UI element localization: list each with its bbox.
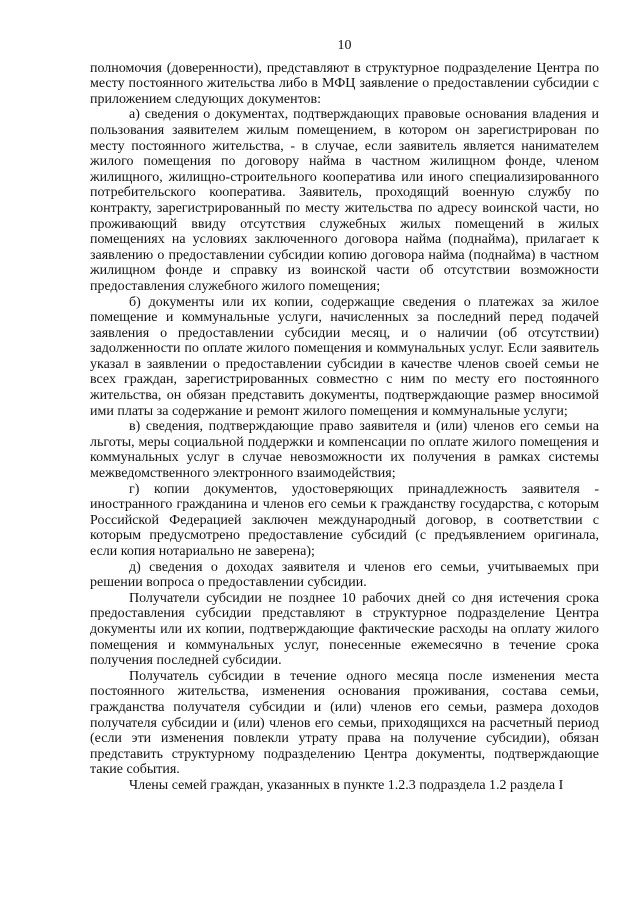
document-body: [90, 61, 599, 794]
paragraph: а) сведения о документах, подтверждающих правовые основания владения и пользования заявителем жилым помещением, в котором он зарегистрирован по месту постоянного жительства, - в случае, если заявитель является нанимателем жилого помещения по договору найма в частном жилищном фонде, членом жилищного, жилищно-строительного кооператива или иного специализированного потребительского кооператива. Заявитель, проходящий военную службу по контракту, зарегистрированный по месту жительства по адресу воинской части, но проживающий ввиду отсутствия служебных жилых помещений в жилых помещениях на условиях заключенного договора найма (поднайма), прилагает к заявлению о предоставлении субсидии копию договора найма (поднайма) в частном жилищном фонде и справку из воинской части об отсутствии возможности предоставления служебного жилого помещения;: [90, 107, 599, 294]
paragraph: д) сведения о доходах заявителя и членов его семьи, учитываемых при решении вопроса о предоставлении субсидии.: [90, 559, 599, 591]
paragraph: полномочия (доверенности), представляют в структурное подразделение Центра по месту постоянного жительства либо в МФЦ заявление о предоставлении субсидии с приложением следующих документов:: [90, 60, 599, 107]
paragraph: б) документы или их копии, содержащие сведения о платежах за жилое помещение и коммунальные услуги, начисленных за последний перед подачей заявления о предоставлении субсидии месяц, и о наличии (об отсутствии) задолженности по оплате жилого помещения и коммунальных услуг. Если заявитель указал в заявлении о предоставлении субсидии в качестве членов своей семьи не всех граждан, зарегистрированных совместно с ним по месту его постоянного жительства, он обязан представить документы, подтверждающие размер вносимой ими платы за содержание и ремонт жилого помещения и коммунальные услуги;: [90, 294, 599, 419]
paragraph: в) сведения, подтверждающие право заявителя и (или) членов его семьи на льготы, меры социальной поддержки и компенсации по оплате жилого помещения и коммунальных услуг в случае невозможности их получения в рамках системы межведомственного электронного взаимодействия;: [90, 419, 599, 482]
page-number: 10: [337, 38, 352, 53]
paragraph: г) копии документов, удостоверяющих принадлежность заявителя - иностранного гражданина и членов его семьи к гражданству государства, с которым Российской Федерацией заключен международный договор, в соответствии с которым предусмотрено предоставление субсидий (с предъявлением оригинала, если копия нотариально не заверена);: [90, 481, 599, 559]
paragraph: Получатель субсидии в течение одного месяца после изменения места постоянного жительства, изменения основания проживания, состава семьи, гражданства получателя субсидии и (или) членов его семьи, размера доходов получателя субсидии и (или) членов его семьи, приходящихся на расчетный период (если эти изменения повлекли утрату права на получение субсидии), обязан представить структурному подразделению Центра документы, подтверждающие такие события.: [90, 668, 599, 778]
paragraph: Получатели субсидии не позднее 10 рабочих дней со дня истечения срока предоставления субсидии представляют в структурное подразделение Центра документы или их копии, подтверждающие фактические расходы на оплату жилого помещения и коммунальных услуг, понесенные ежемесячно в течение срока получения последней субсидии.: [90, 590, 599, 669]
paragraph: Члены семей граждан, указанных в пункте 1.2.3 подраздела 1.2 раздела I: [129, 777, 564, 793]
